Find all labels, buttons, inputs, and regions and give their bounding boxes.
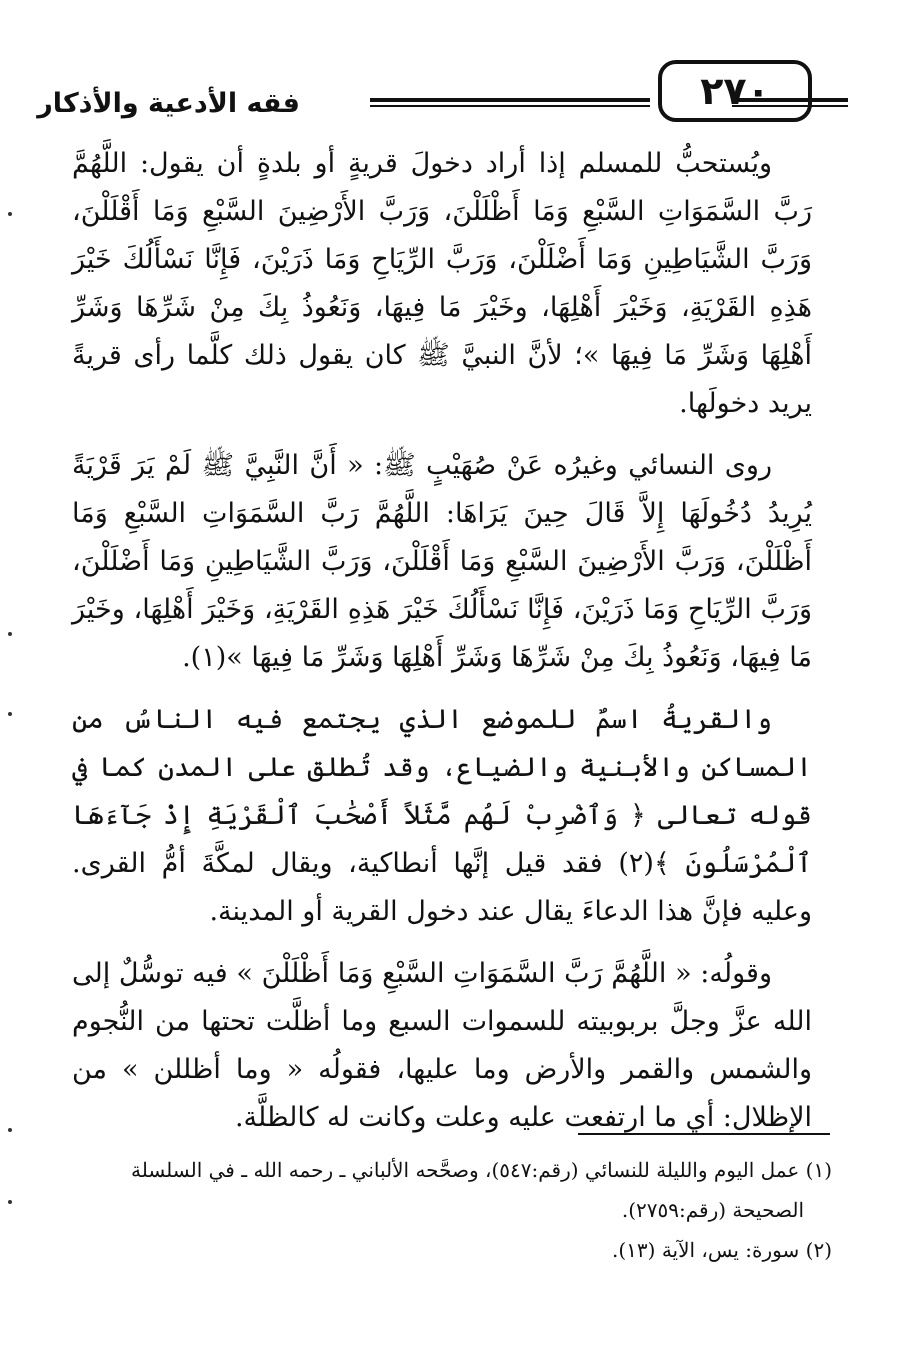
running-title: فقه الأدعية والأذكار bbox=[37, 88, 300, 119]
header-rule-right bbox=[732, 98, 848, 107]
main-text bbox=[72, 140, 812, 1156]
paragraph-4: وقولُه: « اللَّهُمَّ رَبَّ السَّمَوَاتِ السَّبْعِ وَمَا أَظْلَلْنَ » فيه توسُّلٌ إلى الله عزَّ وجلَّ بربوبيته للسموات السبع وما أظلَّت تحتها من النُّجوم والشمس والقمر والأرض وما عليها، فقولُه « وما أظللن » من الإظلال: أي ما ارتفعت عليه وعلت وكانت له كالظلَّة. bbox=[72, 958, 812, 1133]
scan-mark bbox=[8, 632, 12, 636]
scan-mark bbox=[8, 212, 12, 216]
footnote-2: (٢) سورة: يس، الآية (١٣). bbox=[612, 1238, 832, 1262]
page-number: ٢٧٠ bbox=[700, 69, 770, 113]
header-rule-left bbox=[370, 98, 650, 107]
footnote-separator bbox=[578, 1133, 830, 1135]
footnote-1-line-2: الصحيحة (رقم:٢٧٥٩). bbox=[621, 1198, 804, 1222]
footnotes bbox=[72, 1152, 832, 1272]
paragraph-2: روى النسائي وغيرُه عَنْ صُهَيْبٍ ﷺ: « أَنَّ النَّبِيَّ ﷺ لَمْ يَرَ قَرْيَةً يُرِيدُ دُخُولَهَا إِلاَّ قَالَ حِينَ يَرَاهَا: اللَّهُمَّ رَبَّ السَّمَوَاتِ السَّبْعِ وَمَا أَظْلَلْنَ، وَرَبَّ الأَرْضِينَ السَّبْعِ وَمَا أَقْلَلْنَ، وَرَبَّ الشَّيَاطِينِ وَمَا أَضْلَلْنَ، وَرَبَّ الرِّيَاحِ وَمَا ذَرَيْنَ، فَإِنَّا نَسْأَلُكَ خَيْرَ هَذِهِ القَرْيَةِ، وَخَيْرَ أَهْلِهَا، وخَيْرَ مَا فِيهَا، وَنَعُوذُ بِكَ مِنْ شَرِّهَا وَشَرِّ أَهْلِهَا وَشَرِّ مَا فِيهَا »(١). bbox=[72, 450, 812, 673]
page-number-frame bbox=[658, 60, 812, 122]
paragraph-1: ويُستحبُّ للمسلم إذا أراد دخولَ قريةٍ أو بلدةٍ أن يقول: اللَّهُمَّ رَبَّ السَّمَوَاتِ السَّبْعِ وَمَا أَظْلَلْنَ، وَرَبَّ الأَرْضِينَ السَّبْعِ وَمَا أَقْلَلْنَ، وَرَبَّ الشَّيَاطِينِ وَمَا أَضْلَلْنَ، وَرَبَّ الرِّيَاحِ وَمَا ذَرَيْنَ، فَإِنَّا نَسْأَلُكَ خَيْرَ هَذِهِ القَرْيَةِ، وَخَيْرَ أَهْلِهَا، وخَيْرَ مَا فِيهَا، وَنَعُوذُ بِكَ مِنْ شَرِّهَا وَشَرِّ أَهْلِهَا وَشَرِّ مَا فِيهَا »؛ لأنَّ النبيَّ ﷺ كان يقول ذلك كلَّما رأى قريةً يريد دخولَها. bbox=[72, 148, 812, 419]
scan-mark bbox=[8, 1128, 12, 1132]
page-header bbox=[37, 58, 830, 128]
scan-mark bbox=[8, 1200, 12, 1204]
scan-mark bbox=[8, 712, 12, 716]
footnote-1-line-1: (١) عمل اليوم والليلة للنسائي (رقم:٥٤٧)، وصحَّحه الألباني ـ رحمه الله ـ في السلسلة bbox=[130, 1158, 832, 1182]
paragraph-3: والقريةُ اسمٌ للموضع الذي يجتمع فيه الناسُ من المساكن والأبنية والضياع، وقد تُطلق على المدن كما في قوله تعالى ﴿ وَٱضْرِبْ لَهُم مَّثَلاً أَصْحَٰبَ ٱلْقَرْيَةِ إِذْ جَآءَهَا ٱلْمُرْسَلُونَ ﴾(٢) فقد قيل إنَّها أنطاكية، ويقال لمكَّةَ أمُّ القرى. وعليه فإنَّ هذا الدعاءَ يقال عند دخول القرية أو المدينة. bbox=[72, 704, 813, 927]
